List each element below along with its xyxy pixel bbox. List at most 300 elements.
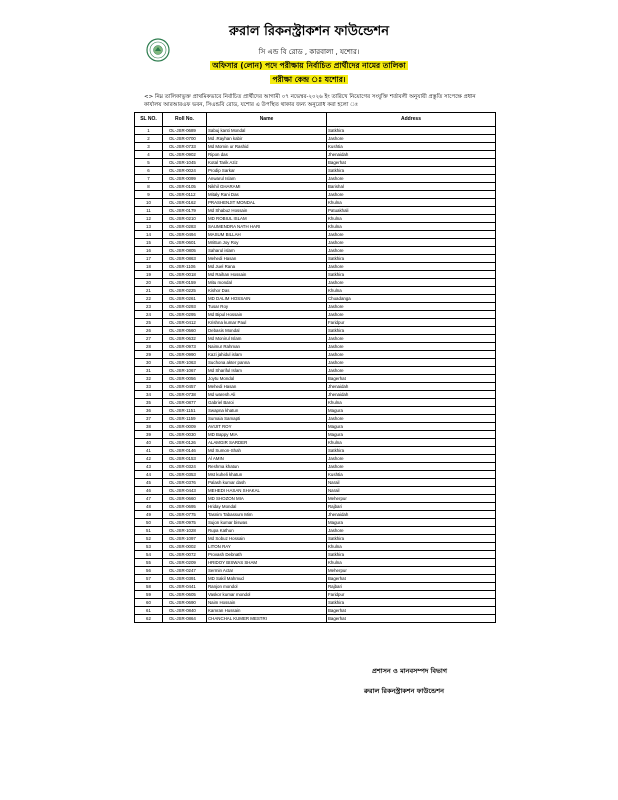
cell-sl-no: 57 xyxy=(135,575,163,583)
table-row xyxy=(135,375,496,383)
cell-name: MD SHOZON MIA xyxy=(207,495,327,503)
table-row xyxy=(135,391,496,399)
cell-roll-no: OL-JSR-0689 xyxy=(163,127,207,135)
exam-center-label xyxy=(0,75,618,87)
cell-roll-no: OL-JSR-0805 xyxy=(163,247,207,255)
cell-sl-no: 33 xyxy=(135,383,163,391)
cell-address: Rajbari xyxy=(327,503,496,511)
cell-roll-no: OL-JSR-0391 xyxy=(163,575,207,583)
cell-roll-no: OL-JSR-0162 xyxy=(163,199,207,207)
cell-roll-no: OL-JSR-0376 xyxy=(163,479,207,487)
cell-address: Jashore xyxy=(327,135,496,143)
cell-name: Md .Rayhan kabir xyxy=(207,135,327,143)
cell-address: Jhenaidah xyxy=(327,511,496,519)
cell-roll-no: OL-JSR-0695 xyxy=(163,503,207,511)
table-row xyxy=(135,255,496,263)
notice-text: <> নিম্ন তালিকাভুক্ত প্রাথমিকভাবে নির্বাচিত প্রার্থীদের আগামী ০৭ নভেম্বর-২০২৬ ইং তারিখে নিয়োগের সংযুক্তি শর্তাবলী অনুযায়ী প্রস্তুতি সাপেক্ষে প্রধান কার্যালয় আরআরএফ ভবন, সিএন্ডবি রোড, যশোর এ উপস্থিত থাকার জন্য অনুরোধ করা হলো ঃ xyxy=(144,94,476,108)
cell-name: Sabuj kanti Mondal xyxy=(207,127,327,135)
cell-roll-no: OL-JSR-1067 xyxy=(163,367,207,375)
cell-address: Satkhira xyxy=(327,255,496,263)
table-row xyxy=(135,495,496,503)
cell-address: Satkhira xyxy=(327,535,496,543)
cell-address: Bagerhat xyxy=(327,375,496,383)
list-title xyxy=(0,61,618,73)
cell-address: Faridpur xyxy=(327,591,496,599)
cell-name: PRASHENJIT MONDAL xyxy=(207,199,327,207)
cell-sl-no: 20 xyxy=(135,279,163,287)
cell-address: Narail xyxy=(327,479,496,487)
cell-roll-no: OL-JSR-1106 xyxy=(163,263,207,271)
cell-name: AVIJIT ROY xyxy=(207,423,327,431)
cell-roll-no: OL-JSR-1045 xyxy=(163,159,207,167)
list-title-text: অফিসার (লোন) পদে পরীক্ষায় নির্বাচিত প্রার্থীদের নামের তালিকা xyxy=(212,61,406,70)
table-row xyxy=(135,607,496,615)
cell-sl-no: 40 xyxy=(135,439,163,447)
cell-sl-no: 62 xyxy=(135,615,163,623)
table-row xyxy=(135,127,496,135)
cell-address: Rajbari xyxy=(327,583,496,591)
cell-address: Jashore xyxy=(327,455,496,463)
cell-name: Sermin Actar xyxy=(207,567,327,575)
cell-name: Md Sobuz Hossain xyxy=(207,535,327,543)
cell-address: Chuadanga xyxy=(327,295,496,303)
candidate-table-container xyxy=(134,112,495,623)
cell-roll-no: OL-JSR-0099 xyxy=(163,175,207,183)
cell-sl-no: 43 xyxy=(135,463,163,471)
table-row xyxy=(135,439,496,447)
cell-roll-no: OL-JSR-0690 xyxy=(163,599,207,607)
header-address: Address xyxy=(327,113,496,127)
cell-name: Mitaly Rani Das xyxy=(207,191,327,199)
cell-name: Md Raihan Hossain xyxy=(207,271,327,279)
cell-address: Jashore xyxy=(327,359,496,367)
table-row xyxy=(135,367,496,375)
table-row xyxy=(135,559,496,567)
cell-address: Narail xyxy=(327,487,496,495)
cell-address: Jashore xyxy=(327,351,496,359)
cell-name: Md Sumon-Shah xyxy=(207,447,327,455)
table-row xyxy=(135,263,496,271)
table-row xyxy=(135,159,496,167)
cell-address: Jashore xyxy=(327,263,496,271)
cell-address: Jashore xyxy=(327,303,496,311)
cell-address: Satkhira xyxy=(327,167,496,175)
cell-name: Md waresh Ali xyxy=(207,391,327,399)
cell-sl-no: 9 xyxy=(135,191,163,199)
table-row xyxy=(135,143,496,151)
cell-name: Krishna kumar Paul xyxy=(207,319,327,327)
cell-roll-no: OL-JSR-0324 xyxy=(163,463,207,471)
cell-sl-no: 6 xyxy=(135,167,163,175)
cell-roll-no: OL-JSR-0159 xyxy=(163,279,207,287)
cell-sl-no: 61 xyxy=(135,607,163,615)
cell-roll-no: OL-JSR-0975 xyxy=(163,519,207,527)
cell-roll-no: OL-JSR-1097 xyxy=(163,535,207,543)
cell-sl-no: 23 xyxy=(135,303,163,311)
cell-roll-no: OL-JSR-0210 xyxy=(163,215,207,223)
cell-roll-no: OL-JSR-0030 xyxy=(163,431,207,439)
table-row xyxy=(135,591,496,599)
table-row xyxy=(135,295,496,303)
cell-address: Magura xyxy=(327,423,496,431)
cell-address: Magura xyxy=(327,407,496,415)
cell-name: Kamran Hussain xyxy=(207,607,327,615)
cell-roll-no: OL-JSR-0738 xyxy=(163,391,207,399)
table-row xyxy=(135,351,496,359)
cell-sl-no: 55 xyxy=(135,559,163,567)
cell-name: SAUMENDRA NATH HARI xyxy=(207,223,327,231)
cell-address: Jashore xyxy=(327,175,496,183)
table-row xyxy=(135,231,496,239)
cell-sl-no: 29 xyxy=(135,351,163,359)
cell-address: Jashore xyxy=(327,415,496,423)
cell-sl-no: 37 xyxy=(135,415,163,423)
cell-roll-no: OL-JSR-0126 xyxy=(163,439,207,447)
table-row xyxy=(135,455,496,463)
cell-roll-no: OL-JSR-0412 xyxy=(163,319,207,327)
cell-sl-no: 34 xyxy=(135,391,163,399)
table-row xyxy=(135,135,496,143)
cell-address: Barishal xyxy=(327,183,496,191)
cell-sl-no: 39 xyxy=(135,431,163,439)
cell-address: Faridpur xyxy=(327,319,496,327)
table-row xyxy=(135,615,496,623)
header-roll-no: Roll No. xyxy=(163,113,207,127)
table-row xyxy=(135,447,496,455)
cell-roll-no: OL-JSR-1028 xyxy=(163,527,207,535)
footer-department: প্রশাসন ও মানবসম্পদ বিভাগ xyxy=(372,667,448,675)
cell-sl-no: 24 xyxy=(135,311,163,319)
cell-roll-no: OL-JSR-0902 xyxy=(163,151,207,159)
table-row xyxy=(135,503,496,511)
table-body xyxy=(135,127,496,623)
table-row xyxy=(135,471,496,479)
cell-sl-no: 28 xyxy=(135,343,163,351)
cell-name: Prodip Sarkar xyxy=(207,167,327,175)
cell-address: Bagerhat xyxy=(327,615,496,623)
cell-name: Md Shabuz Hossain xyxy=(207,207,327,215)
cell-sl-no: 2 xyxy=(135,135,163,143)
table-row xyxy=(135,599,496,607)
cell-roll-no: OL-JSR-0877 xyxy=(163,399,207,407)
cell-sl-no: 49 xyxy=(135,511,163,519)
cell-name: MD DALIM HOSSAIN xyxy=(207,295,327,303)
cell-sl-no: 18 xyxy=(135,263,163,271)
cell-roll-no: OL-JSR-0864 xyxy=(163,615,207,623)
cell-address: Kushtia xyxy=(327,471,496,479)
table-row xyxy=(135,407,496,415)
cell-roll-no: OL-JSR-0733 xyxy=(163,143,207,151)
organization-address: সি এন্ড বি রোড , কারবালা , যশোর। xyxy=(258,48,360,56)
table-row xyxy=(135,239,496,247)
cell-sl-no: 25 xyxy=(135,319,163,327)
cell-name: Provash Debnath xyxy=(207,551,327,559)
cell-roll-no: OL-JSR-0441 xyxy=(163,583,207,591)
cell-sl-no: 8 xyxy=(135,183,163,191)
cell-roll-no: OL-JSR-0105 xyxy=(163,183,207,191)
table-row xyxy=(135,551,496,559)
cell-roll-no: OL-JSR-0293 xyxy=(163,303,207,311)
cell-address: Khulna xyxy=(327,543,496,551)
cell-name: Mehedi Hasan xyxy=(207,383,327,391)
table-row xyxy=(135,303,496,311)
table-row xyxy=(135,487,496,495)
cell-address: Khulna xyxy=(327,223,496,231)
header-name: Name xyxy=(207,113,327,127)
cell-name: Md Shariful Islam xyxy=(207,367,327,375)
table-row xyxy=(135,335,496,343)
cell-sl-no: 52 xyxy=(135,535,163,543)
cell-name: MD Sakil Mahmud xyxy=(207,575,327,583)
cell-name: Vaskor kumar mondol xyxy=(207,591,327,599)
cell-sl-no: 36 xyxy=(135,407,163,415)
cell-name: ALAMGIR SARDER xyxy=(207,439,327,447)
cell-sl-no: 56 xyxy=(135,567,163,575)
cell-address: Khulna xyxy=(327,215,496,223)
cell-roll-no: OL-JSR-0056 xyxy=(163,375,207,383)
cell-address: Bagerhat xyxy=(327,159,496,167)
table-row xyxy=(135,479,496,487)
cell-sl-no: 42 xyxy=(135,455,163,463)
cell-name: Saharul islam xyxy=(207,247,327,255)
table-row xyxy=(135,247,496,255)
cell-address: Jashore xyxy=(327,239,496,247)
cell-sl-no: 13 xyxy=(135,223,163,231)
cell-name: Tasnim Tabassum Mim xyxy=(207,511,327,519)
cell-name: Md Bipul Hossain xyxy=(207,311,327,319)
cell-roll-no: OL-JSR-1063 xyxy=(163,359,207,367)
cell-name: Ripon das xyxy=(207,151,327,159)
cell-roll-no: OL-JSR-0775 xyxy=(163,511,207,519)
cell-sl-no: 50 xyxy=(135,519,163,527)
table-row xyxy=(135,207,496,215)
cell-address: Jashore xyxy=(327,247,496,255)
cell-roll-no: OL-JSR-0112 xyxy=(163,191,207,199)
cell-name: Suchona akter panna xyxy=(207,359,327,367)
cell-name: Sujon kumar biswas xyxy=(207,519,327,527)
table-row xyxy=(135,415,496,423)
cell-name: Mst kuheli khatun xyxy=(207,471,327,479)
cell-roll-no: OL-JSR-0179 xyxy=(163,207,207,215)
table-row xyxy=(135,575,496,583)
cell-address: Jashore xyxy=(327,343,496,351)
cell-name: Anwarul Islam xyxy=(207,175,327,183)
cell-sl-no: 51 xyxy=(135,527,163,535)
cell-sl-no: 48 xyxy=(135,503,163,511)
table-row xyxy=(135,383,496,391)
cell-roll-no: OL-JSR-0560 xyxy=(163,327,207,335)
table-row xyxy=(135,583,496,591)
cell-sl-no: 21 xyxy=(135,287,163,295)
cell-name: Md Monirul Islam xyxy=(207,335,327,343)
cell-address: Satkhira xyxy=(327,599,496,607)
cell-sl-no: 7 xyxy=(135,175,163,183)
table-row xyxy=(135,319,496,327)
cell-address: Khulna xyxy=(327,199,496,207)
table-row xyxy=(135,567,496,575)
cell-name: Kazi jahidul islam xyxy=(207,351,327,359)
cell-roll-no: OL-JSR-0009 xyxy=(163,423,207,431)
cell-roll-no: OL-JSR-1159 xyxy=(163,415,207,423)
table-row xyxy=(135,151,496,159)
cell-sl-no: 59 xyxy=(135,591,163,599)
cell-sl-no: 17 xyxy=(135,255,163,263)
cell-name: CHANCHAL KUMER MESTRI xyxy=(207,615,327,623)
table-row xyxy=(135,399,496,407)
cell-sl-no: 38 xyxy=(135,423,163,431)
cell-sl-no: 47 xyxy=(135,495,163,503)
cell-address: Jashore xyxy=(327,279,496,287)
table-row xyxy=(135,167,496,175)
cell-roll-no: OL-JSR-0973 xyxy=(163,343,207,351)
table-row xyxy=(135,359,496,367)
cell-address: Jashore xyxy=(327,463,496,471)
table-row xyxy=(135,199,496,207)
cell-sl-no: 45 xyxy=(135,479,163,487)
cell-address: Satkhira xyxy=(327,327,496,335)
cell-address: Jhenaidah xyxy=(327,391,496,399)
table-row xyxy=(135,519,496,527)
cell-name: MD ROBIUL ISLAM xyxy=(207,215,327,223)
cell-name: Sumaia Samapti xyxy=(207,415,327,423)
cell-name: Naimur Rahman xyxy=(207,343,327,351)
cell-roll-no: OL-JSR-0024 xyxy=(163,167,207,175)
cell-name: MEHEDI HASAN SHAKAL xyxy=(207,487,327,495)
cell-sl-no: 12 xyxy=(135,215,163,223)
cell-sl-no: 53 xyxy=(135,543,163,551)
cell-roll-no: OL-JSR-0072 xyxy=(163,551,207,559)
cell-roll-no: OL-JSR-0283 xyxy=(163,223,207,231)
table-row xyxy=(135,279,496,287)
cell-address: Bagerhat xyxy=(327,575,496,583)
cell-sl-no: 19 xyxy=(135,271,163,279)
table-row xyxy=(135,527,496,535)
cell-name: HRIDOY BISWAS SHAM xyxy=(207,559,327,567)
cell-address: Meherpur xyxy=(327,495,496,503)
cell-roll-no: OL-JSR-0261 xyxy=(163,295,207,303)
cell-sl-no: 1 xyxy=(135,127,163,135)
cell-address: Satkhira xyxy=(327,271,496,279)
cell-name: Naim Hossain xyxy=(207,599,327,607)
table-row xyxy=(135,535,496,543)
cell-name: Mrittun Joy Roy xyxy=(207,239,327,247)
cell-address: Satkhira xyxy=(327,127,496,135)
cell-address: Satkhira xyxy=(327,447,496,455)
cell-address: Patuakhali xyxy=(327,207,496,215)
cell-name: Mehedi Hasan xyxy=(207,255,327,263)
cell-sl-no: 15 xyxy=(135,239,163,247)
cell-name: Nikhil GHARAMI xyxy=(207,183,327,191)
cell-address: Jashore xyxy=(327,311,496,319)
cell-roll-no: OL-JSR-0601 xyxy=(163,239,207,247)
cell-name: MD Bappy MIA xyxy=(207,431,327,439)
cell-name: Hriday Mondal xyxy=(207,503,327,511)
table-row xyxy=(135,463,496,471)
footer-organization: রুরাল রিকনস্ট্রাকশন ফাউন্ডেশন xyxy=(364,687,444,695)
cell-name: Md Momin ur Rashid xyxy=(207,143,327,151)
document-header xyxy=(0,0,618,112)
cell-name: Ranjon mondol xyxy=(207,583,327,591)
cell-name: Tusar Roy xyxy=(207,303,327,311)
cell-roll-no: OL-JSR-0457 xyxy=(163,383,207,391)
cell-address: Magura xyxy=(327,519,496,527)
cell-address: Satkhira xyxy=(327,551,496,559)
cell-address: Khulna xyxy=(327,399,496,407)
cell-name: Gabriel Baroi xyxy=(207,399,327,407)
table-row xyxy=(135,423,496,431)
cell-name: Kotal Tarik Aziz xyxy=(207,159,327,167)
organization-name: রুরাল রিকনস্ট্রাকশন ফাউন্ডেশন xyxy=(229,24,389,39)
cell-roll-no: OL-JSR-0840 xyxy=(163,607,207,615)
cell-roll-no: OL-JSR-0153 xyxy=(163,455,207,463)
cell-sl-no: 10 xyxy=(135,199,163,207)
cell-sl-no: 11 xyxy=(135,207,163,215)
cell-roll-no: OL-JSR-0353 xyxy=(163,471,207,479)
cell-roll-no: OL-JSR-0209 xyxy=(163,559,207,567)
cell-sl-no: 31 xyxy=(135,367,163,375)
cell-address: Jashore xyxy=(327,367,496,375)
table-row xyxy=(135,223,496,231)
cell-sl-no: 35 xyxy=(135,399,163,407)
header-sl-no: SL NO. xyxy=(135,113,163,127)
cell-sl-no: 14 xyxy=(135,231,163,239)
cell-roll-no: OL-JSR-0605 xyxy=(163,591,207,599)
cell-sl-no: 54 xyxy=(135,551,163,559)
cell-roll-no: OL-JSR-0494 xyxy=(163,231,207,239)
cell-address: Jashore xyxy=(327,191,496,199)
cell-roll-no: OL-JSR-0295 xyxy=(163,311,207,319)
cell-sl-no: 26 xyxy=(135,327,163,335)
table-row xyxy=(135,183,496,191)
cell-sl-no: 3 xyxy=(135,143,163,151)
table-row xyxy=(135,287,496,295)
cell-sl-no: 58 xyxy=(135,583,163,591)
exam-center-text: পরীক্ষা কেন্দ্র ঃ যশোর। xyxy=(272,75,346,84)
cell-roll-no: OL-JSR-0443 xyxy=(163,487,207,495)
table-row xyxy=(135,215,496,223)
cell-name: Mitu mondal xyxy=(207,279,327,287)
cell-address: Jashore xyxy=(327,335,496,343)
cell-sl-no: 60 xyxy=(135,599,163,607)
cell-sl-no: 46 xyxy=(135,487,163,495)
cell-address: Jhenaidah xyxy=(327,151,496,159)
table-row xyxy=(135,191,496,199)
cell-roll-no: OL-JSR-0700 xyxy=(163,135,207,143)
cell-address: Magura xyxy=(327,431,496,439)
cell-name: Kishor Das xyxy=(207,287,327,295)
cell-address: Bagerhat xyxy=(327,607,496,615)
cell-name: Debasis Mondal xyxy=(207,327,327,335)
cell-address: Jhenaidah xyxy=(327,383,496,391)
cell-roll-no: OL-JSR-0990 xyxy=(163,351,207,359)
cell-sl-no: 41 xyxy=(135,447,163,455)
cell-sl-no: 4 xyxy=(135,151,163,159)
cell-roll-no: OL-JSR-0018 xyxy=(163,271,207,279)
table-row xyxy=(135,175,496,183)
cell-name: Palash kumar dash xyxy=(207,479,327,487)
candidate-table xyxy=(134,112,496,623)
table-row xyxy=(135,327,496,335)
table-row xyxy=(135,311,496,319)
cell-roll-no: OL-JSR-0002 xyxy=(163,543,207,551)
table-row xyxy=(135,543,496,551)
cell-sl-no: 22 xyxy=(135,295,163,303)
cell-address: Meherpur xyxy=(327,567,496,575)
cell-address: Jashore xyxy=(327,231,496,239)
cell-roll-no: OL-JSR-0146 xyxy=(163,447,207,455)
cell-address: Khulna xyxy=(327,287,496,295)
cell-roll-no: OL-JSR-0863 xyxy=(163,255,207,263)
